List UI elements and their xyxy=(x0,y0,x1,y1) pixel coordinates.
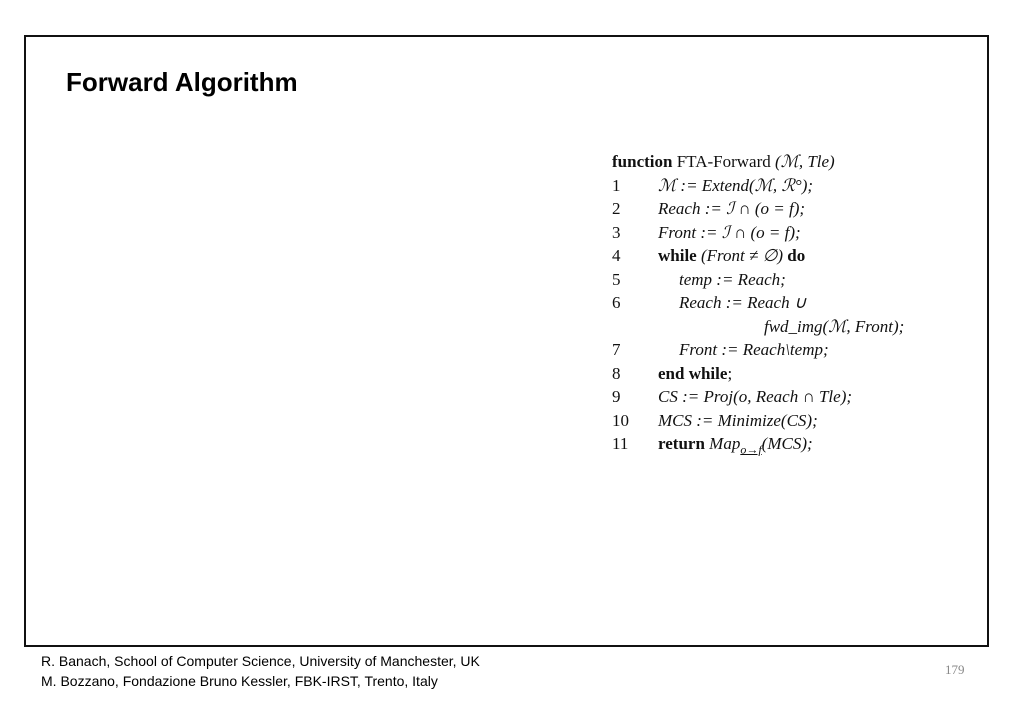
algorithm-line xyxy=(586,174,946,198)
line-number: 9 xyxy=(612,387,621,406)
keyword-while: while xyxy=(658,246,697,265)
keyword-end-while: end while xyxy=(658,363,728,383)
algorithm-line xyxy=(586,385,946,409)
algorithm-line xyxy=(586,409,946,433)
line-code: ℳ := Extend(ℳ, ℛ°); xyxy=(658,175,814,195)
slide-title: Forward Algorithm xyxy=(66,67,298,97)
line-number: 10 xyxy=(612,410,629,430)
line-code: temp := Reach; xyxy=(679,269,786,289)
page-number: 179 xyxy=(945,662,965,677)
line-code: Reach := ℐ ∩ (o = f); xyxy=(658,199,806,218)
algorithm-block xyxy=(586,150,946,456)
line-number: 1 xyxy=(612,175,621,195)
footer-credits xyxy=(41,651,480,691)
line-number: 5 xyxy=(612,269,621,289)
line-number: 8 xyxy=(612,363,621,383)
line-code: MCS := Minimize(CS); xyxy=(658,410,818,430)
line-number: 7 xyxy=(612,340,621,359)
line-number: 2 xyxy=(612,199,621,218)
algorithm-line xyxy=(586,432,946,456)
algorithm-header xyxy=(586,150,946,174)
line-code-tail: (MCS); xyxy=(761,434,813,453)
keyword-do: do xyxy=(787,246,806,265)
line-code: Front := Reach\temp; xyxy=(679,340,829,359)
function-name: FTA-Forward xyxy=(676,152,771,171)
algorithm-line xyxy=(586,221,946,245)
line-number: 11 xyxy=(612,434,629,453)
keyword-function: function xyxy=(612,152,673,171)
algorithm-line xyxy=(586,315,946,339)
line-code: fwd_img(ℳ, Front); xyxy=(764,316,905,336)
map-subscript: o→f xyxy=(740,442,762,457)
line-code: (Front ≠ ∅) xyxy=(700,246,784,265)
line-number: 3 xyxy=(612,222,621,242)
algorithm-line xyxy=(586,268,946,292)
line-code: ; xyxy=(727,363,733,383)
keyword-return: return xyxy=(658,434,705,453)
footer-author-2: M. Bozzano, Fondazione Bruno Kessler, FBK-IRST, Trento, Italy xyxy=(41,673,438,689)
algorithm-line xyxy=(586,197,946,221)
algorithm-line xyxy=(586,338,946,362)
line-number: 4 xyxy=(612,246,621,265)
footer-author-1: R. Banach, School of Computer Science, University of Manchester, UK xyxy=(41,653,480,669)
line-code: Map xyxy=(709,434,741,453)
line-code: Front := ℐ ∩ (o = f); xyxy=(658,222,801,242)
algorithm-line xyxy=(586,244,946,268)
line-code: Reach := Reach ∪ xyxy=(679,293,807,312)
algorithm-line xyxy=(586,291,946,315)
function-args: (ℳ, Tle) xyxy=(774,152,835,171)
line-code: CS := Proj(o, Reach ∩ Tle); xyxy=(658,387,853,406)
line-number: 6 xyxy=(612,293,621,312)
algorithm-line xyxy=(586,362,946,386)
